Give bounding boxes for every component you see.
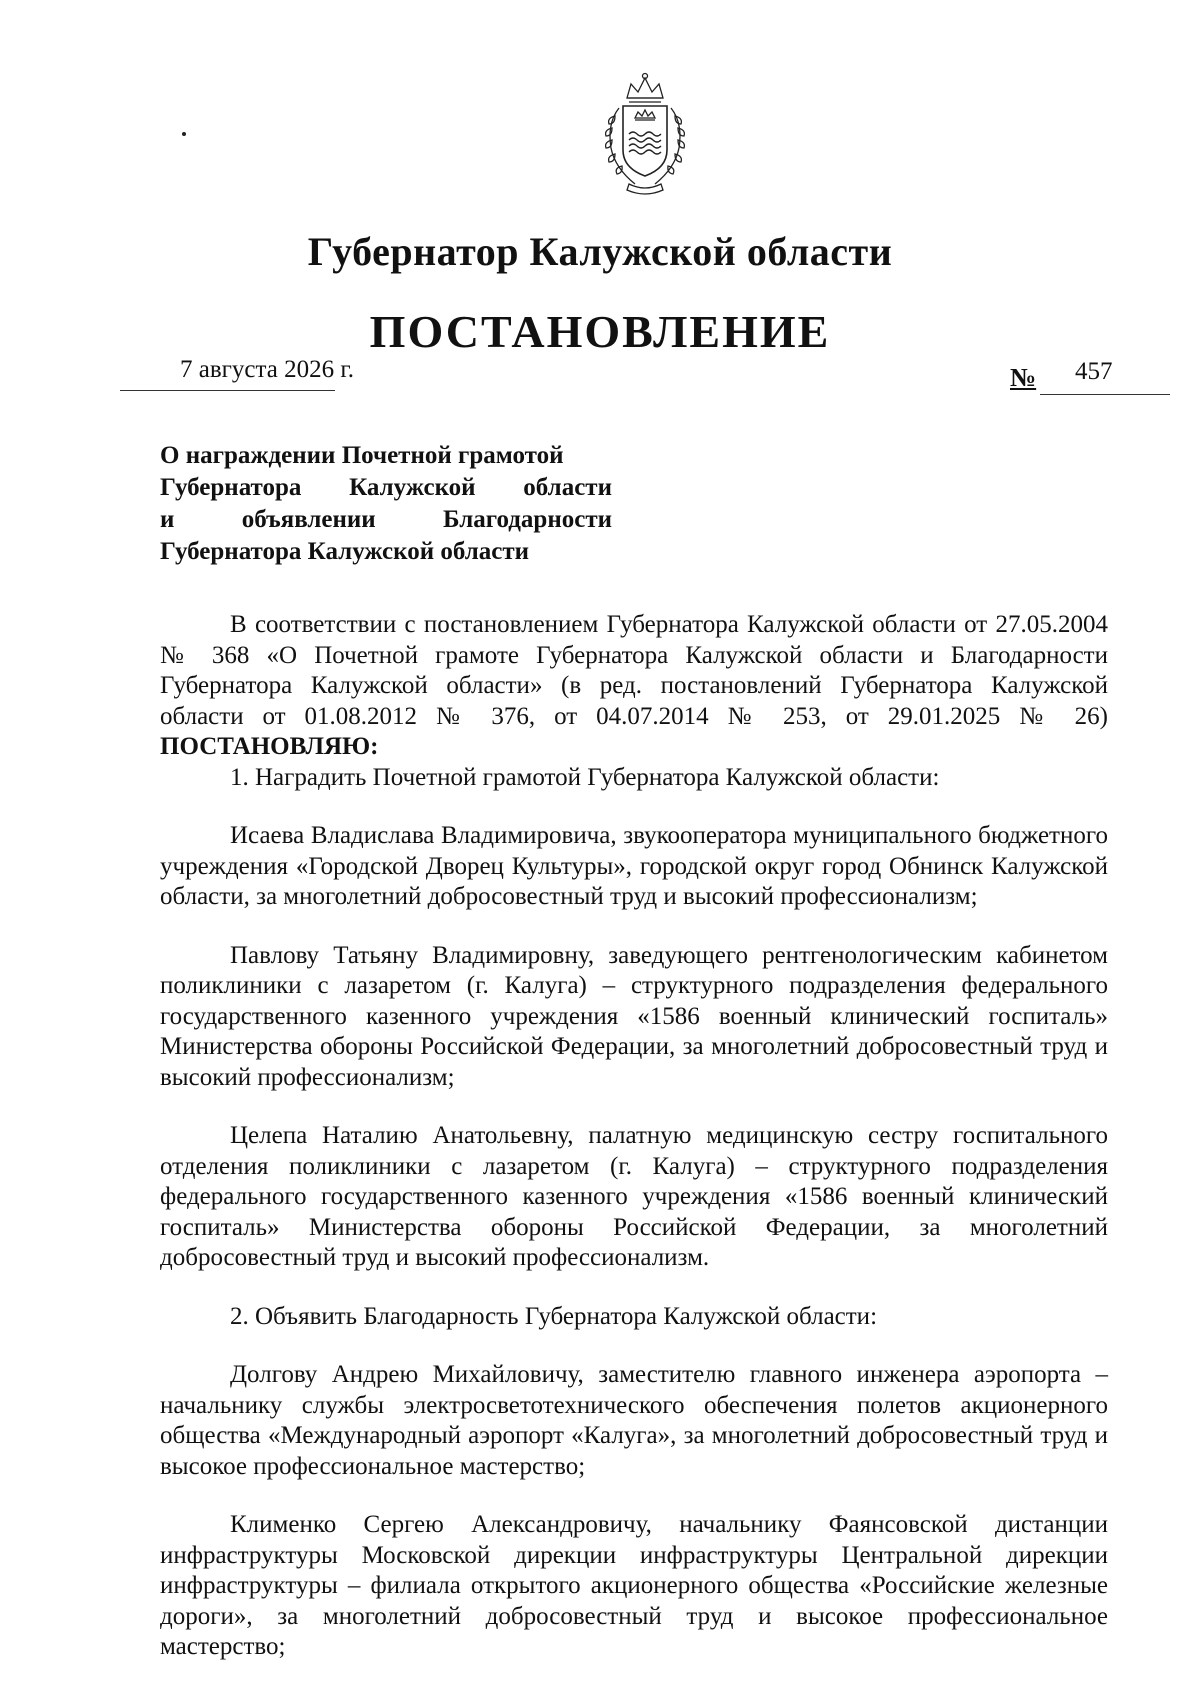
scan-speck: [182, 132, 186, 136]
document-type-title: ПОСТАНОВЛЕНИЕ: [369, 306, 831, 357]
preamble-paragraph: [160, 610, 1108, 763]
document-subject: [160, 440, 612, 568]
award-item: Целепа Наталию Анатольевну, палатную медицинскую сестру госпитального отделения поликлиники с лазаретом (г. Калуга) – структурного подразделения федерального государственного казенного учреждения «1586 военный клинический госпиталь» Министерства обороны Российской Федерации, за многолетний добросовестный труд и высокий профессионализм.: [160, 1122, 1108, 1271]
gratitude-item: Долгову Андрею Михайловичу, заместителю главного инженера аэропорта – начальнику службы электросветотехнического обеспечения полетов акционерного общества «Международный аэропорт «Калуга», за многолетний добросовестный труд и высокое профессиональное мастерство;: [160, 1361, 1108, 1480]
date-underline: [120, 390, 335, 391]
section-1-heading: 1. Наградить Почетной грамотой Губернатора Калужской области:: [230, 763, 940, 791]
coat-of-arms-icon: [585, 68, 705, 198]
issuing-authority: Губернатор Калужской области: [307, 229, 893, 274]
subject-line: и объявлении Благодарности: [160, 506, 612, 533]
award-item: Павлову Татьяну Владимировну, заведующего рентгенологическим кабинетом поликлиники с лазаретом (г. Калуга) – структурного подразделения федерального государственного казенного учреждения «1586 военный клинический госпиталь» Министерства обороны Российской Федерации, за многолетний добросовестный труд и высокий профессионализм;: [160, 941, 1108, 1091]
number-label: №: [1010, 363, 1037, 392]
section-2-heading: 2. Объявить Благодарность Губернатора Калужской области:: [230, 1302, 878, 1330]
award-item: Исаева Владислава Владимировича, звукооператора муниципального бюджетного учреждения «Городской Дворец Культуры», городской округ город Обнинск Калужской области, за многолетний добросовестный труд и высокий профессионализм;: [160, 822, 1108, 910]
gratitude-item: Клименко Сергею Александровичу, начальнику Фаянсовской дистанции инфраструктуры Московской дирекции инфраструктуры Центральной дирекции инфраструктуры – филиала открытого акционерного общества «Российские железные дороги», за многолетний добросовестный труд и высокое профессиональное мастерство;: [160, 1511, 1108, 1660]
subject-line: О награждении Почетной грамотой: [160, 442, 564, 469]
document-number: 457: [1075, 358, 1113, 385]
document-date: 7 августа 2026 г.: [180, 356, 355, 383]
preamble-text: В соответствии с постановлением Губернатора Калужской области от 27.05.2004 № 368 «О Почетной грамоте Губернатора Калужской области и Благодарности Губернатора Калужской области» (в ред. постановлений Губернатора Калужской области от 01.08.2012 № 376, от 04.07.2014 № 253, от 29.01.2025 № 26): [160, 611, 1108, 730]
document-body: [160, 610, 1108, 1663]
subject-line: Губернатора Калужской области: [160, 538, 530, 565]
decree-word: ПОСТАНОВЛЯЮ:: [160, 733, 379, 760]
subject-line: Губернатора Калужской области: [160, 474, 612, 501]
number-underline: [1040, 394, 1170, 395]
